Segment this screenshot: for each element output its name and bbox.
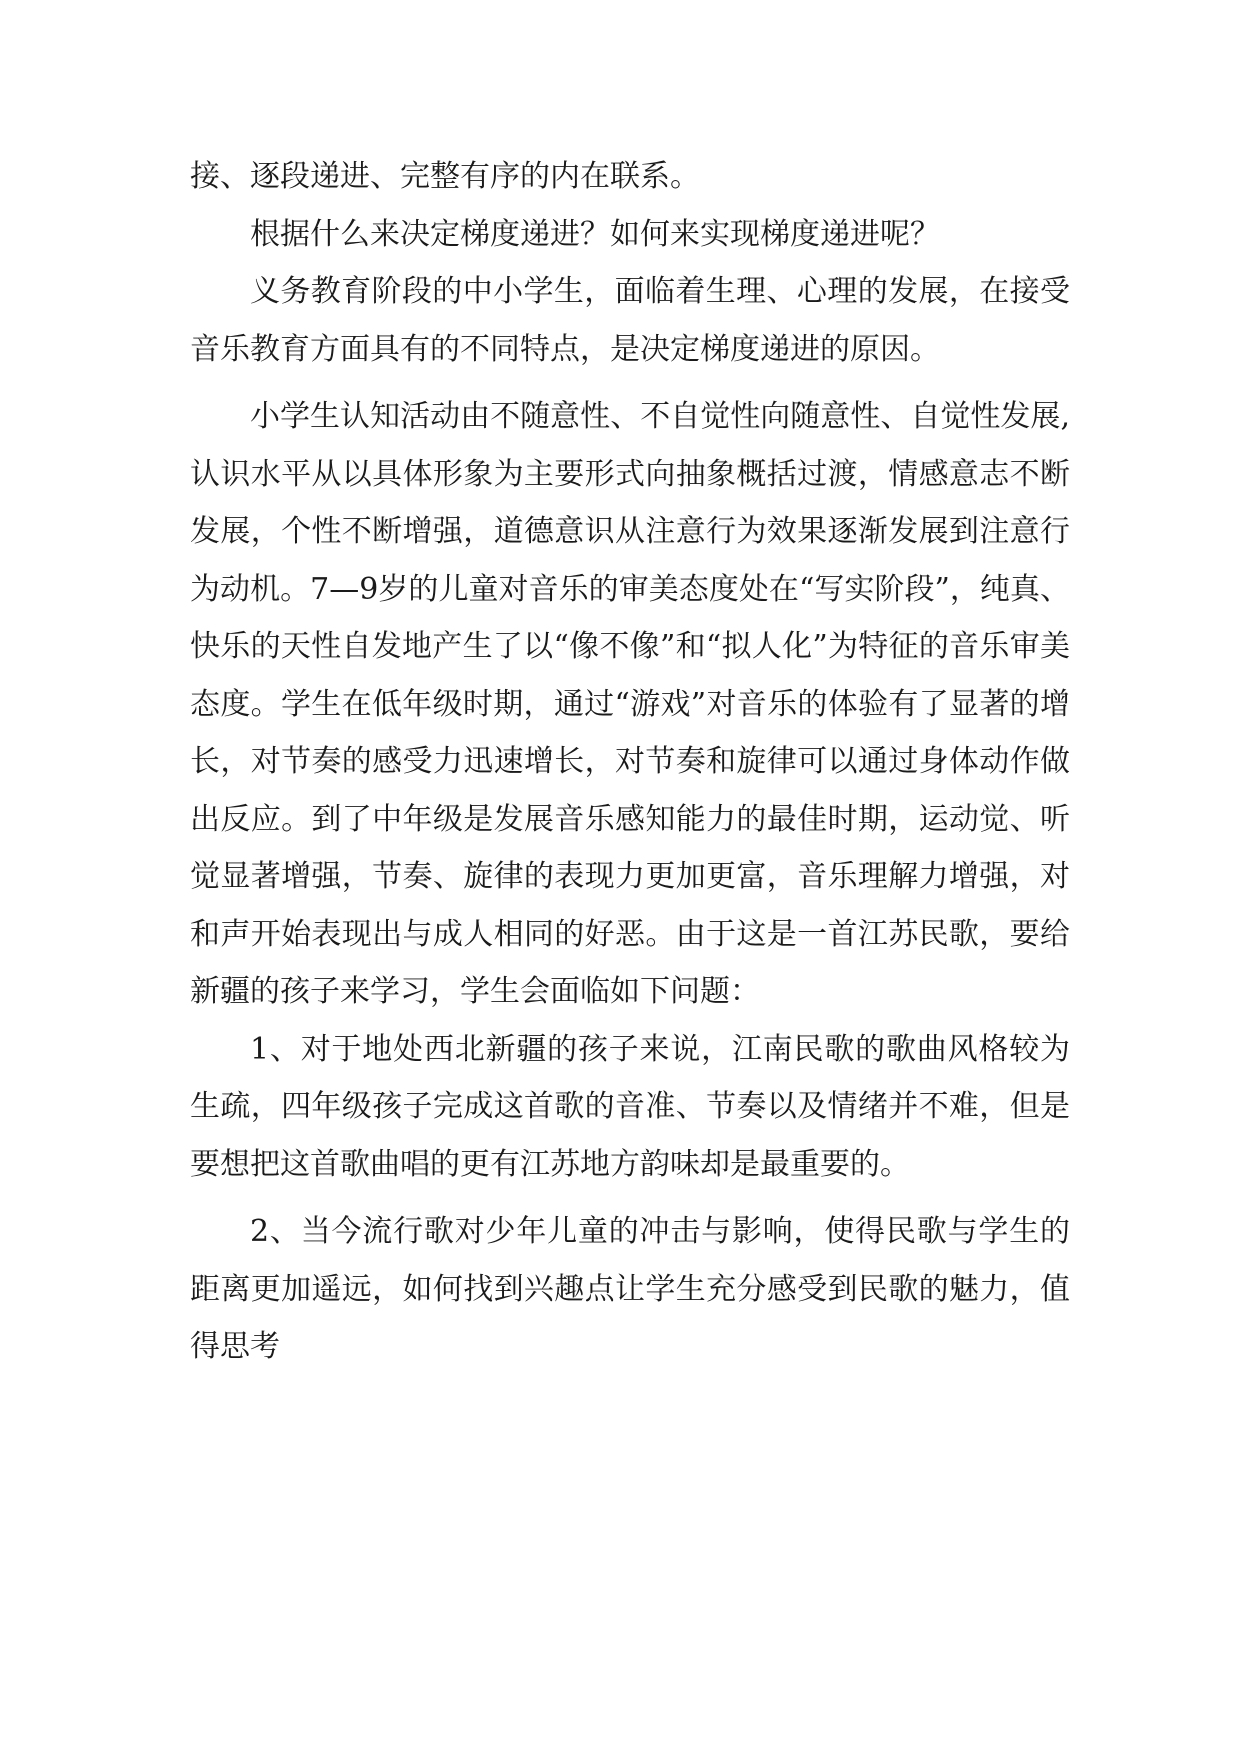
paragraph-issue-2: 2、当今流行歌对少年儿童的冲击与影响，使得民歌与学生的距离更加遥远，如何找到兴趣点让学生充分感受到民歌的魅力，值得思考 — [190, 1214, 1070, 1364]
paragraph-continuation: 接、逐段递进、完整有序的内在联系。 — [190, 159, 700, 194]
paragraph-issue-1: 1、对于地处西北新疆的孩子来说，江南民歌的歌曲风格较为生疏，四年级孩子完成这首歌的音准、节奏以及情绪并不难，但是要想把这首歌曲唱的更有江苏地方韵味却是最重要的。 — [190, 1031, 1070, 1182]
paragraph-reason: 义务教育阶段的中小学生，面临着生理、心理的发展，在接受音乐教育方面具有的不同特点，是决定梯度递进的原因。 — [190, 274, 1070, 367]
paragraph-student-development: 小学生认知活动由不随意性、不自觉性向随意性、自觉性发展,认识水平从以具体形象为主要形式向抽象概括过渡，情感意志不断发展，个性不断增强，道德意识从注意行为效果逐渐发展到注意行为动机。7—9岁的儿童对音乐的审美态度处在“写实阶段”，纯真、快乐的天性自发地产生了以“像不像”和“拟人化”为特征的音乐审美态度。学生在低年级时期，通过“游戏”对音乐的体验有了显著的增长，对节奏的感受力迅速增长，对节奏和旋律可以通过身体动作做出反应。到了中年级是发展音乐感知能力的最佳时期，运动觉、听觉显著增强，节奏、旋律的表现力更加更富，音乐理解力增强，对和声开始表现出与成人相同的好恶。由于这是一首江苏民歌，要给新疆的孩子来学习，学生会面临如下问题： — [190, 399, 1070, 1009]
document-page — [190, 148, 1070, 1376]
paragraph-question: 根据什么来决定梯度递进？如何来实现梯度递进呢？ — [250, 216, 940, 252]
